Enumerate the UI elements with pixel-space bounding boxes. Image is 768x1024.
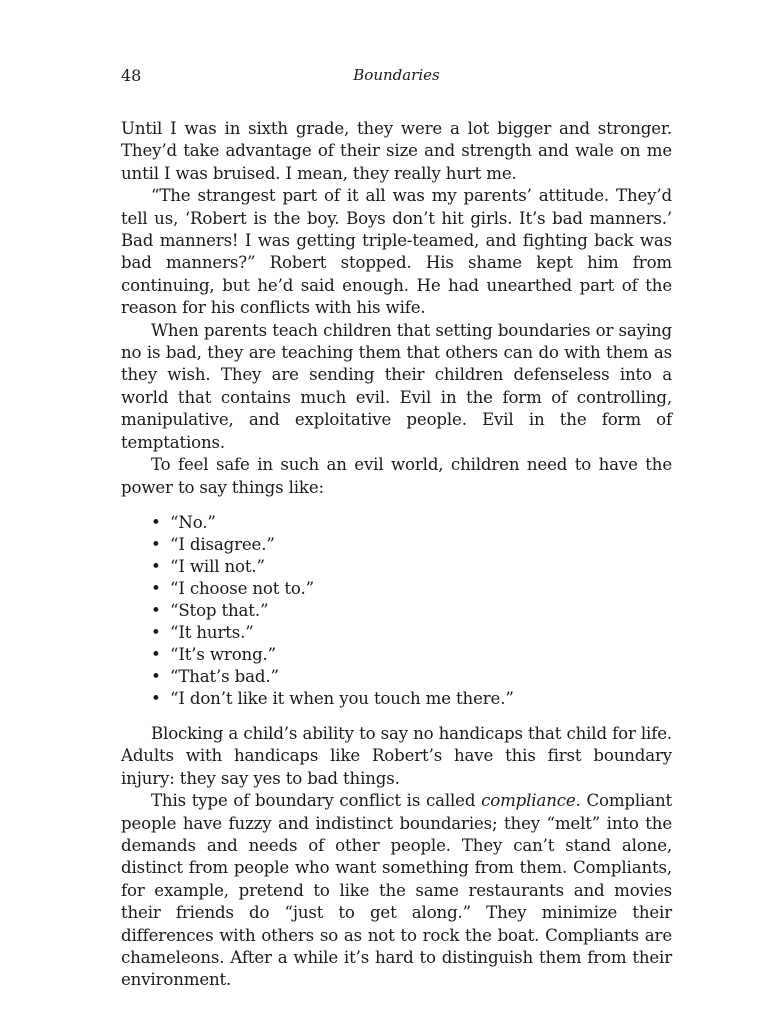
list-item-text: “Stop that.” — [170, 600, 269, 620]
running-head — [121, 66, 672, 90]
bullet-icon: • — [151, 512, 161, 532]
list-item-text: “That’s bad.” — [170, 666, 279, 686]
body-text — [121, 118, 672, 992]
page-number: 48 — [121, 66, 142, 85]
paragraph-5: Blocking a child’s ability to say no handicaps that child for life. Adults with handicaps like Robert’s have this first boundary injury: they say yes to bad things. — [121, 723, 672, 788]
paragraph-6-lead: This type of boundary conflict is called — [151, 791, 482, 811]
list-item-text: “It hurts.” — [170, 622, 254, 642]
list-item-text: “I don’t like it when you touch me there.” — [170, 688, 514, 708]
list-item-text: “It’s wrong.” — [170, 644, 277, 664]
list-item — [151, 666, 672, 688]
list-item — [151, 578, 672, 600]
paragraph-2: “The strangest part of it all was my parents’ attitude. They’d tell us, ‘Robert is the boy. Boys don’t hit girls. It’s bad manners.’ Bad manners! I was getting triple-teamed, and fighting back was bad manners?” Robert stopped. His shame kept him from continuing, but he’d said enough. He had unearthed part of the reason for his conflicts with his wife. — [121, 186, 672, 318]
bullet-icon: • — [151, 556, 161, 576]
book-title: Boundaries — [353, 66, 440, 84]
paragraph-4: To feel safe in such an evil world, children need to have the power to say things like: — [121, 455, 672, 497]
emphasized-term: compliance. — [481, 791, 581, 811]
list-item-text: “I choose not to.” — [170, 578, 314, 598]
list-item-text: “No.” — [170, 512, 216, 532]
list-item — [151, 688, 672, 710]
bullet-list — [121, 512, 672, 710]
bullet-icon: • — [151, 688, 161, 708]
bullet-icon: • — [151, 644, 161, 664]
list-item — [151, 622, 672, 644]
paragraph-6-rest: Compliant people have fuzzy and indistinct boundaries; they “melt” into the demands and needs of other people. They can’t stand alone, distinct from people who want something from them. Compliants, for example, pretend to like the same restaurants and movies their friends do “just to get along.” They minimize their differences with others so as not to rock the boat. Compliants are chameleons. After a while it’s hard to distinguish them from their environment. — [121, 791, 673, 990]
bullet-icon: • — [151, 534, 161, 554]
list-item — [151, 600, 672, 622]
paragraph-3: When parents teach children that setting boundaries or saying no is bad, they are teaching them that others can do with them as they wish. They are sending their children defenseless into a world that contains much evil. Evil in the form of controlling, manipulative, and exploitative people. Evil in the form of temptations. — [121, 320, 672, 452]
list-item — [151, 534, 672, 556]
paragraph-1: Until I was in sixth grade, they were a lot bigger and stronger. They’d take advantage of their size and strength and wale on me until I was bruised. I mean, they really hurt me. — [121, 119, 672, 183]
list-item — [151, 512, 672, 534]
bullet-icon: • — [151, 622, 161, 642]
paragraph-6 — [121, 790, 672, 992]
bullet-icon: • — [151, 666, 161, 686]
book-page — [121, 66, 672, 992]
list-item — [151, 556, 672, 578]
bullet-icon: • — [151, 578, 161, 598]
bullet-icon: • — [151, 600, 161, 620]
list-item-text: “I will not.” — [170, 556, 265, 576]
list-item-text: “I disagree.” — [170, 534, 275, 554]
list-item — [151, 644, 672, 666]
